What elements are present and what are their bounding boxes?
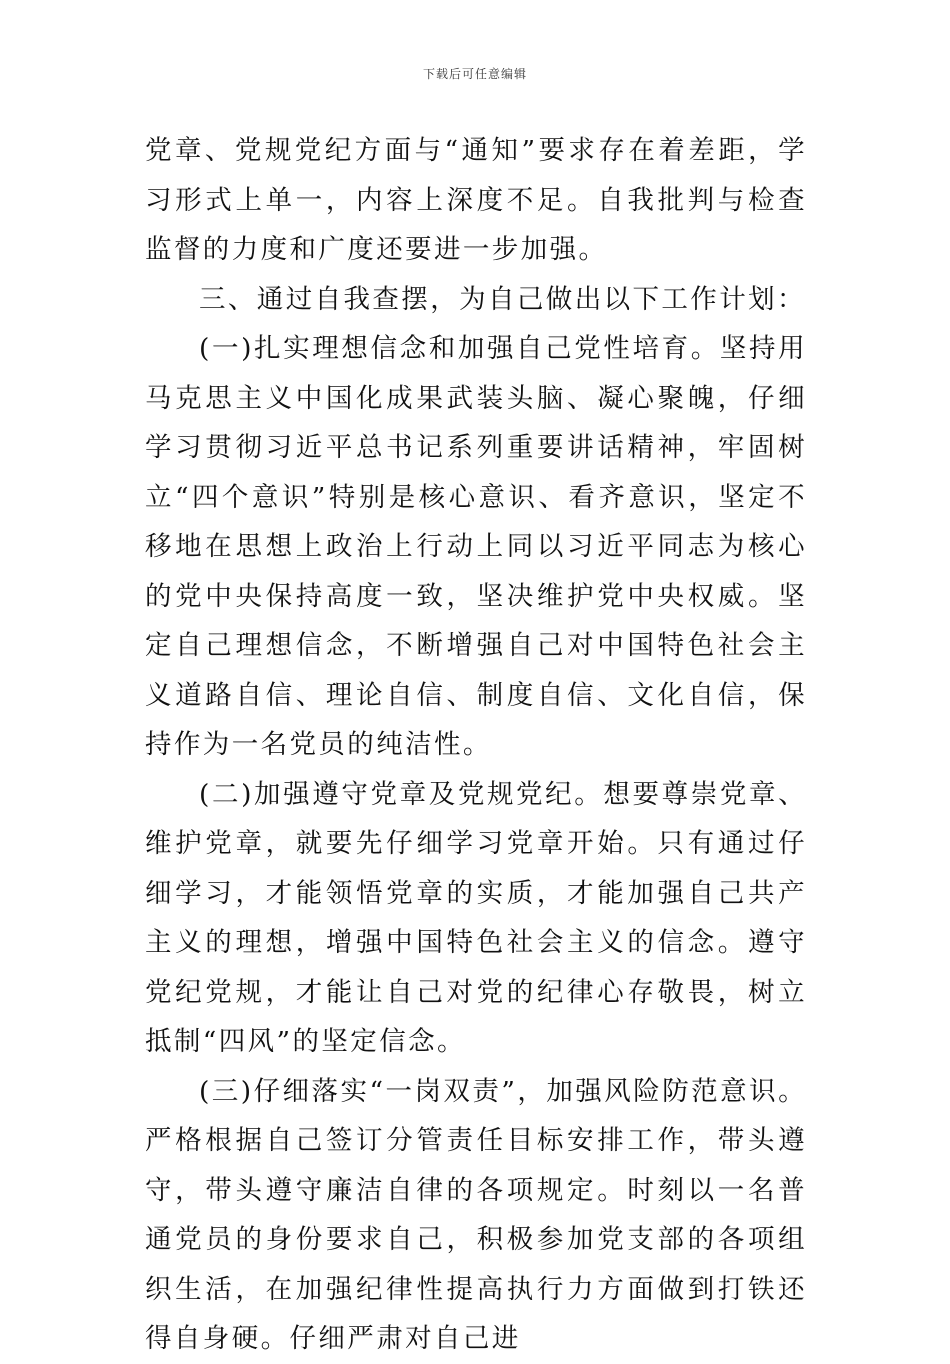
paragraph-continued: 党章、党规党纪方面与“通知”要求存在着差距，学习形式上单一，内容上深度不足。自我批判与检查监督的力度和广度还要进一步加强。 — [145, 135, 807, 265]
paragraph-item-one: (一)扎实理想信念和加强自己党性培育。坚持用马克思主义中国化成果武装头脑、凝心聚魄，仔细学习贯彻习近平总书记系列重要讲话精神，牢固树立“四个意识”特别是核心意识、看齐意识，坚定不移地在思想上政治上行动上同以习近平同志为核心的党中央保持高度一致，坚决维护党中央权威。坚定自己理想信念，不断增强自己对中国特色社会主义道路自信、理论自信、制度自信、文化自信，保持作为一名党员的纯洁性。 — [145, 333, 807, 760]
document-body — [145, 126, 807, 1364]
paragraph-section-three-heading: 三、通过自我查摆，为自己做出以下工作计划： — [199, 283, 806, 315]
page-header: 下载后可任意编辑 — [422, 67, 527, 81]
paragraph-item-two: (二)加强遵守党章及党规党纪。想要尊崇党章、维护党章，就要先仔细学习党章开始。只有通过仔细学习，才能领悟党章的实质，才能加强自己共产主义的理想，增强中国特色社会主义的信念。遵守党纪党规，才能让自己对党的纪律心存敬畏，树立抵制“四风”的坚定信念。 — [145, 778, 807, 1057]
paragraph-item-three: (三)仔细落实“一岗双责”，加强风险防范意识。严格根据自己签订分管责任目标安排工作，带头遵守，带头遵守廉洁自律的各项规定。时刻以一名普通党员的身份要求自己，积极参加党支部的各项组织生活，在加强纪律性提高执行力方面做到打铁还得自身硬。仔细严肃对自己进 — [145, 1075, 807, 1354]
